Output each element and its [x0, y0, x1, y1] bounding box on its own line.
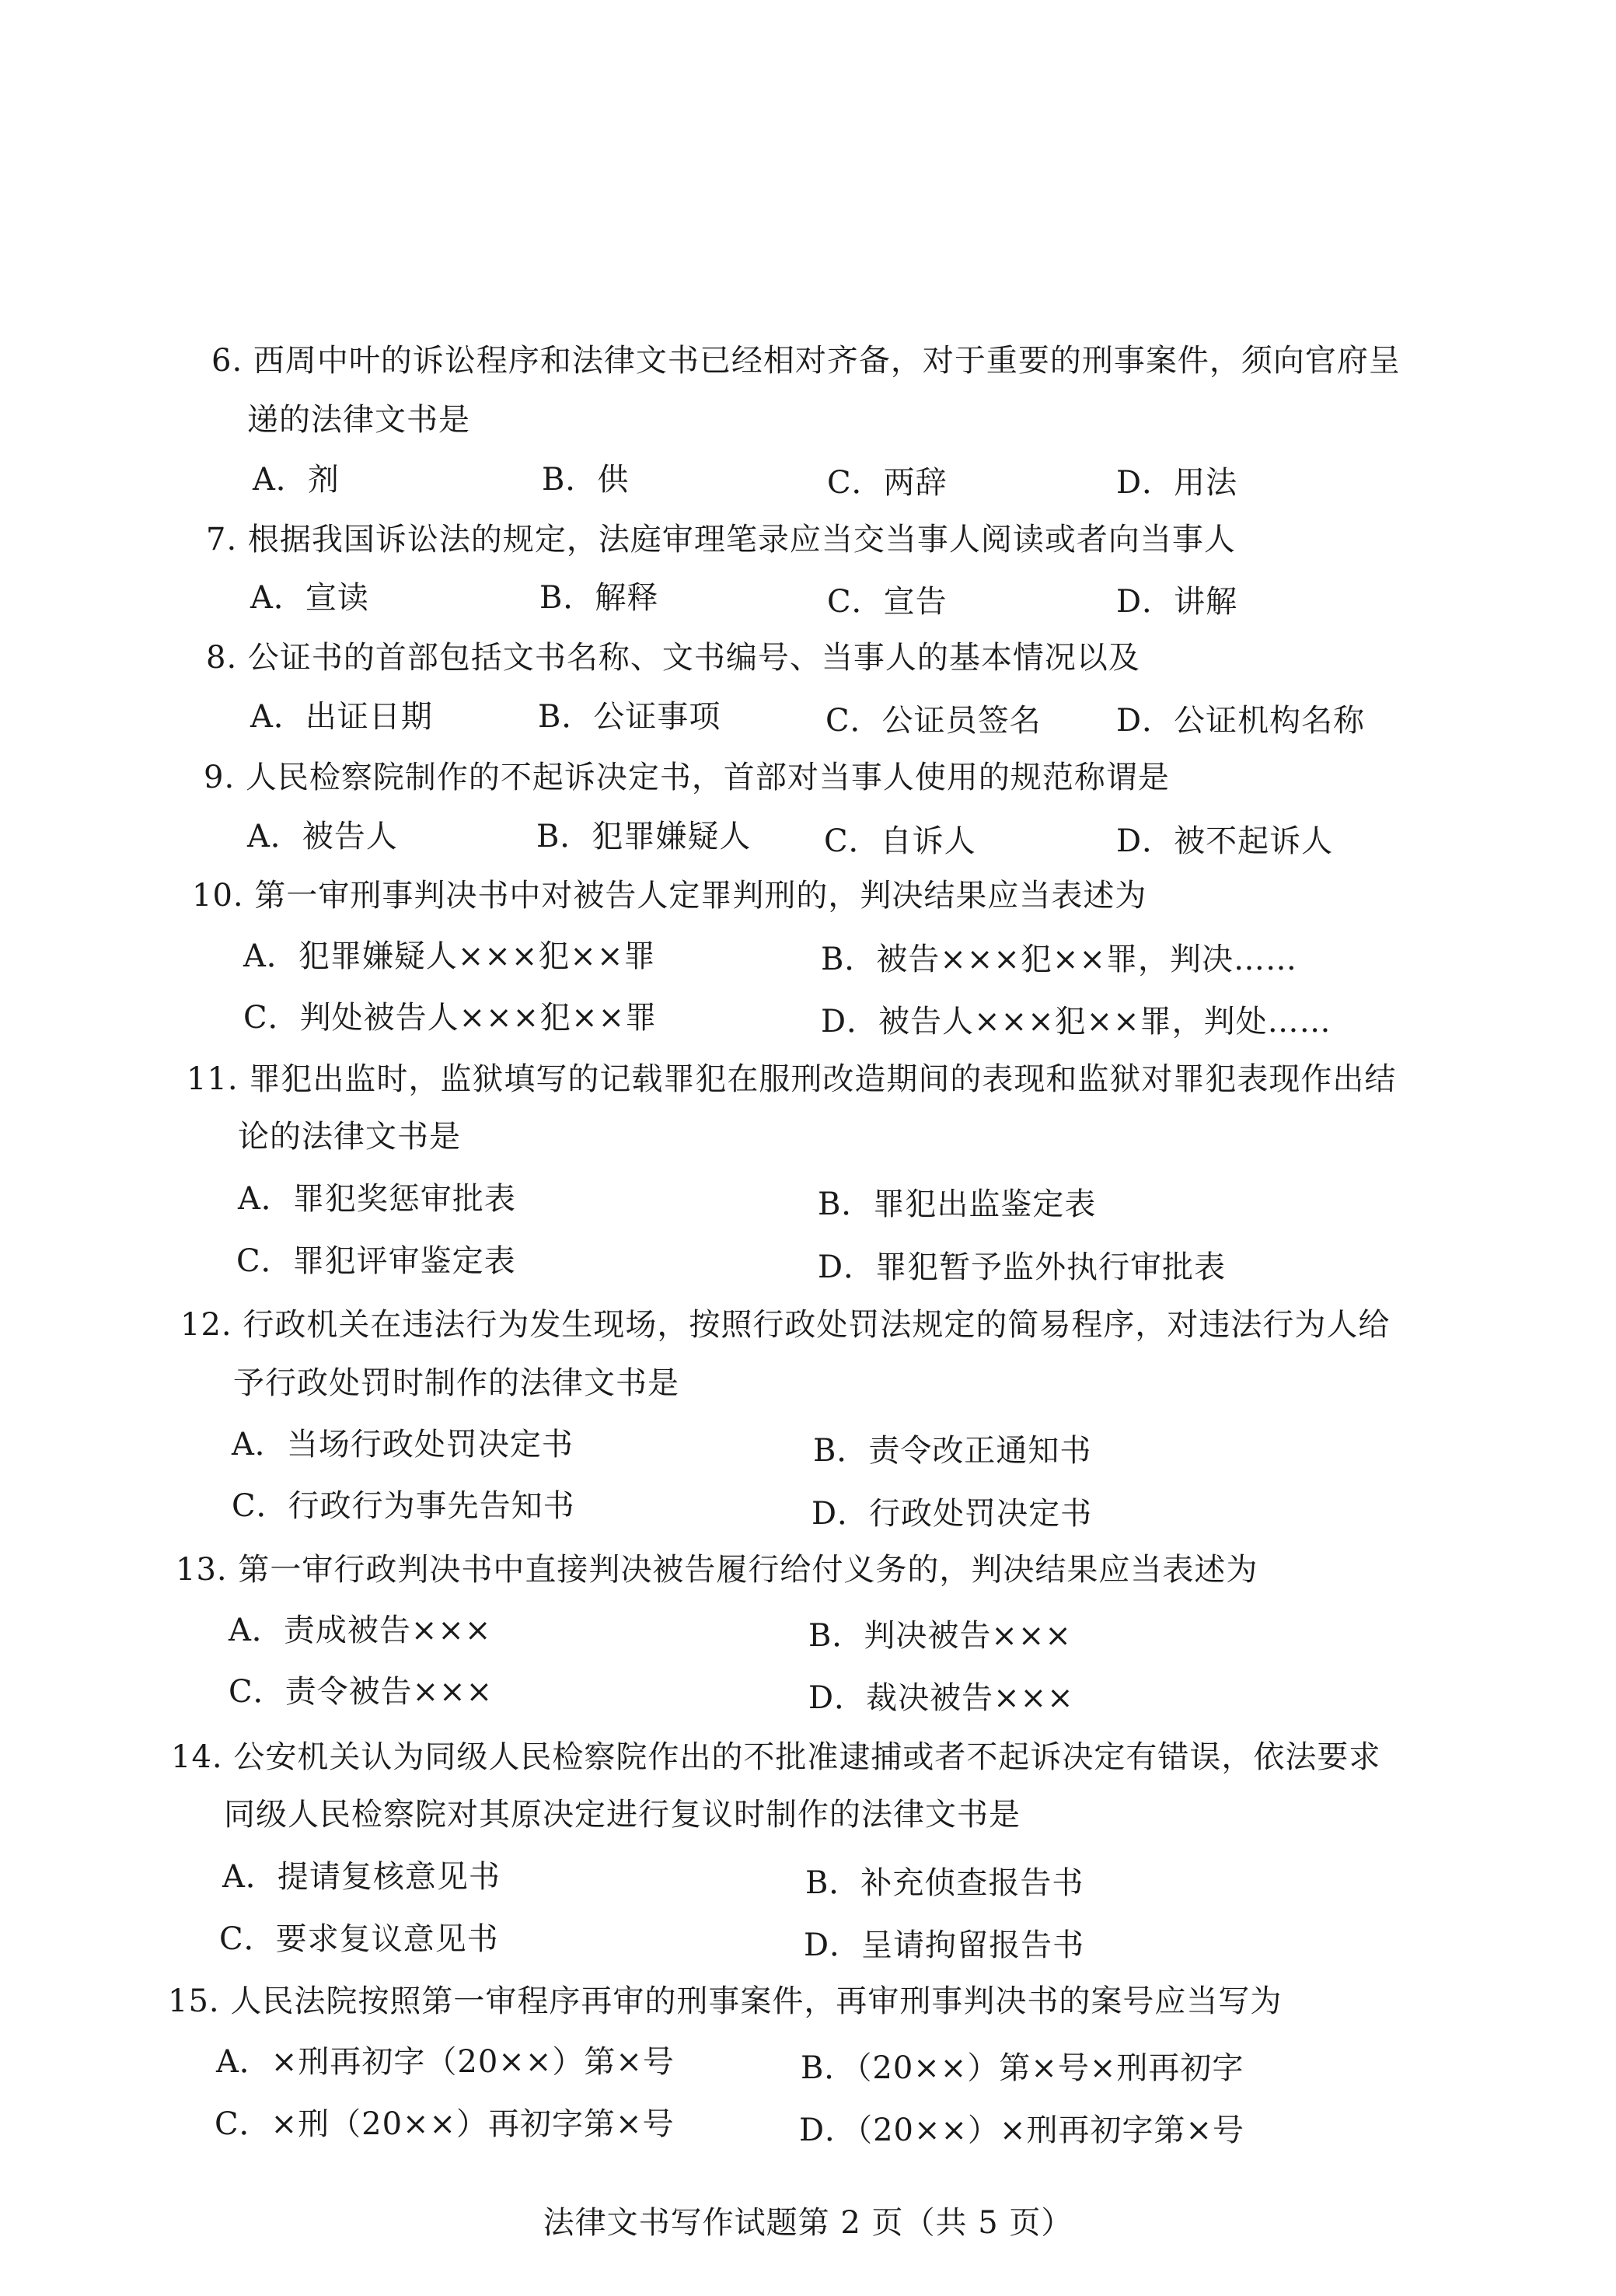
question-7-stem-line-1: 7. 根据我国诉讼法的规定，法庭审理笔录应当交当事人阅读或者向当事人: [206, 522, 1236, 557]
question-12-option-c: C．行政行为事先告知书: [232, 1488, 575, 1524]
question-7-option-c: C．宣告: [827, 584, 948, 620]
question-15-option-b: B．（20××）第×号×刑再初字: [801, 2050, 1244, 2086]
question-15-option-c: C．×刑（20××）再初字第×号: [215, 2106, 675, 2142]
question-11-option-c: C．罪犯评审鉴定表: [236, 1243, 516, 1279]
question-6-option-a: A．剂: [253, 462, 340, 498]
question-6-stem-line-1: 6. 西周中叶的诉讼程序和法律文书已经相对齐备，对于重要的刑事案件，须向官府呈: [211, 343, 1401, 379]
question-15-stem-line-1: 15. 人民法院按照第一审程序再审的刑事案件，再审刑事判决书的案号应当写为: [168, 1983, 1283, 2019]
question-11-option-a: A．罪犯奖惩审批表: [238, 1181, 516, 1217]
question-14-option-a: A．提请复核意见书: [222, 1859, 501, 1895]
question-10-option-c: C．判处被告人×××犯××罪: [243, 1000, 658, 1036]
question-12-stem-line-2: 予行政处罚时制作的法律文书是: [233, 1365, 679, 1401]
question-12-option-a: A．当场行政处罚决定书: [232, 1427, 574, 1463]
question-10-option-b: B．被告×××犯××罪，判决……: [821, 942, 1297, 977]
question-8-option-a: A．出证日期: [250, 699, 433, 735]
question-10-option-d: D．被告人×××犯××罪，判处……: [821, 1004, 1332, 1040]
question-8-option-c: C．公证员签名: [825, 703, 1042, 739]
question-9-option-d: D．被不起诉人: [1116, 823, 1334, 859]
question-7-option-b: B．解释: [539, 580, 659, 616]
question-14-option-c: C．要求复议意见书: [219, 1921, 499, 1957]
question-8-stem-line-1: 8. 公证书的首部包括文书名称、文书编号、当事人的基本情况以及: [206, 640, 1140, 676]
question-14-option-b: B．补充侦查报告书: [805, 1865, 1084, 1901]
question-14-option-d: D．呈请拘留报告书: [804, 1927, 1085, 1963]
question-12-stem-line-1: 12. 行政机关在违法行为发生现场，按照行政处罚法规定的简易程序，对违法行为人给: [180, 1307, 1391, 1343]
question-6-stem-line-2: 递的法律文书是: [247, 402, 470, 438]
question-6-option-d: D．用法: [1116, 465, 1238, 501]
question-13-option-d: D．裁决被告×××: [808, 1680, 1074, 1716]
question-11-stem-line-1: 11. 罪犯出监时，监狱填写的记载罪犯在服刑改造期间的表现和监狱对罪犯表现作出结: [187, 1061, 1397, 1097]
question-12-option-b: B．责令改正通知书: [813, 1433, 1092, 1469]
question-10-option-a: A．犯罪嫌疑人×××犯××罪: [243, 938, 656, 974]
question-15-option-a: A．×刑再初字（20××）第×号: [216, 2044, 675, 2080]
question-14-stem-line-2: 同级人民检察院对其原决定进行复议时制作的法律文书是: [224, 1797, 1021, 1833]
question-15-option-d: D．（20××）×刑再初字第×号: [799, 2113, 1245, 2148]
question-6-option-b: B．供: [542, 462, 630, 498]
question-11-option-b: B．罪犯出监鉴定表: [818, 1186, 1097, 1222]
question-13-stem-line-1: 13. 第一审行政判决书中直接判决被告履行给付义务的，判决结果应当表述为: [176, 1552, 1258, 1588]
question-14-stem-line-1: 14. 公安机关认为同级人民检察院作出的不批准逮捕或者不起诉决定有错误，依法要求: [171, 1739, 1381, 1775]
question-9-option-c: C．自诉人: [824, 823, 976, 859]
question-9-option-a: A．被告人: [247, 819, 398, 854]
question-6-option-c: C．两辞: [827, 465, 948, 501]
question-12-option-d: D．行政处罚决定书: [811, 1496, 1093, 1532]
question-13-option-b: B．判决被告×××: [808, 1618, 1072, 1654]
question-7-option-a: A．宣读: [250, 580, 369, 616]
question-8-option-b: B．公证事项: [538, 699, 721, 735]
question-11-option-d: D．罪犯暂予监外执行审批表: [818, 1249, 1227, 1285]
question-11-stem-line-2: 论的法律文书是: [238, 1119, 461, 1155]
question-7-option-d: D．讲解: [1116, 584, 1238, 620]
question-9-stem-line-1: 9. 人民检察院制作的不起诉决定书，首部对当事人使用的规范称谓是: [204, 760, 1170, 795]
question-9-option-b: B．犯罪嫌疑人: [536, 819, 752, 854]
question-10-stem-line-1: 10. 第一审刑事判决书中对被告人定罪判刑的，判决结果应当表述为: [192, 878, 1147, 914]
page-footer: 法律文书写作试题第 2 页（共 5 页）: [543, 2205, 1073, 2241]
question-8-option-d: D．公证机构名称: [1116, 703, 1366, 739]
question-13-option-c: C．责令被告×××: [229, 1674, 494, 1710]
question-13-option-a: A．责成被告×××: [229, 1613, 492, 1648]
